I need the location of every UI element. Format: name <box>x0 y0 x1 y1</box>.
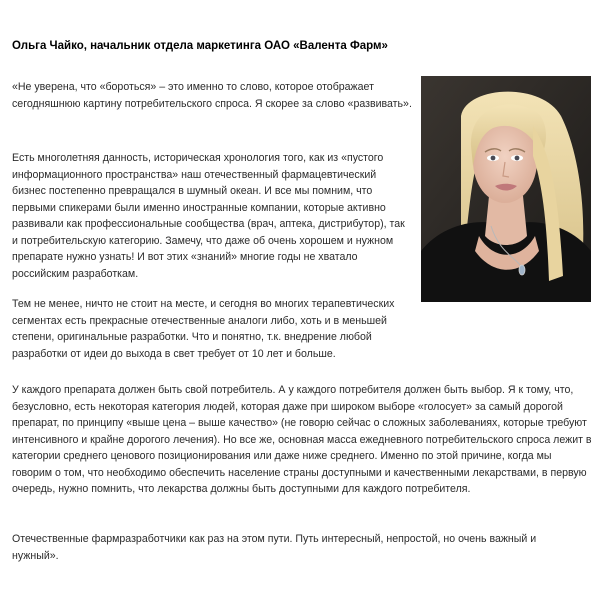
article-paragraph-2: Есть многолетняя данность, историческая хронология того, как из «пустого информационного пространства» наш отечественный фармацевтический бизнес постепенно превращался в шумный океан. И все мы помним, что первыми спикерами были именно иностранные компании, которые активно развивали как профессиональные сообщества (врач, аптека, дистрибутор), так и потребительскую категорию. Замечу, что даже об очень хорошем и нужном препарате нужно узнать! И вот этих «знаний» многие годы не хватало российским разработкам. <box>12 152 405 280</box>
portrait-photo <box>421 76 591 302</box>
article-paragraph-4: У каждого препарата должен быть свой потребитель. А у каждого потребителя должен быть выбор. Я к тому, что, безусловно, есть некоторая категория людей, которая даже при широком выборе «голосует» за самый дорогой препарат, по принципу «выше цена – выше качество» (не говорю сейчас о сложных заболеваниях, которые требуют интенсивного и крайне дорогого лечения). Но все же, основная масса ежедневного потребительского спроса лежит в категории среднего ценового позиционирования или даже ниже среднего. Именно по этой причине, когда мы говорим о том, что необходимо обеспечить население страны доступными и качественными лекарствами, в первую очередь, нужно помнить, что лекарства должны быть доступными для каждого потребителя. <box>12 384 592 495</box>
article-paragraph-5: Отечественные фармразработчики как раз на этом пути. Путь интересный, непростой, но очень важный и нужный». <box>12 533 537 562</box>
article-paragraph-1: «Не уверена, что «бороться» – это именно то слово, которое отображает сегодняшнюю картину потребительского спроса. Я скорее за слово «развивать». <box>12 81 412 110</box>
article-heading: Ольга Чайко, начальник отдела маркетинга ОАО «Валента Фарм» <box>12 40 388 52</box>
article-paragraph-3: Тем не менее, ничто не стоит на месте, и сегодня во многих терапевтических сегментах есть прекрасные отечественные аналоги либо, хоть и в меньшей степени, оригинальные разработки. Что и понятно, т.к. внедрение любой разработки от идеи до выхода в свет требует от 10 лет и больше. <box>12 298 395 360</box>
